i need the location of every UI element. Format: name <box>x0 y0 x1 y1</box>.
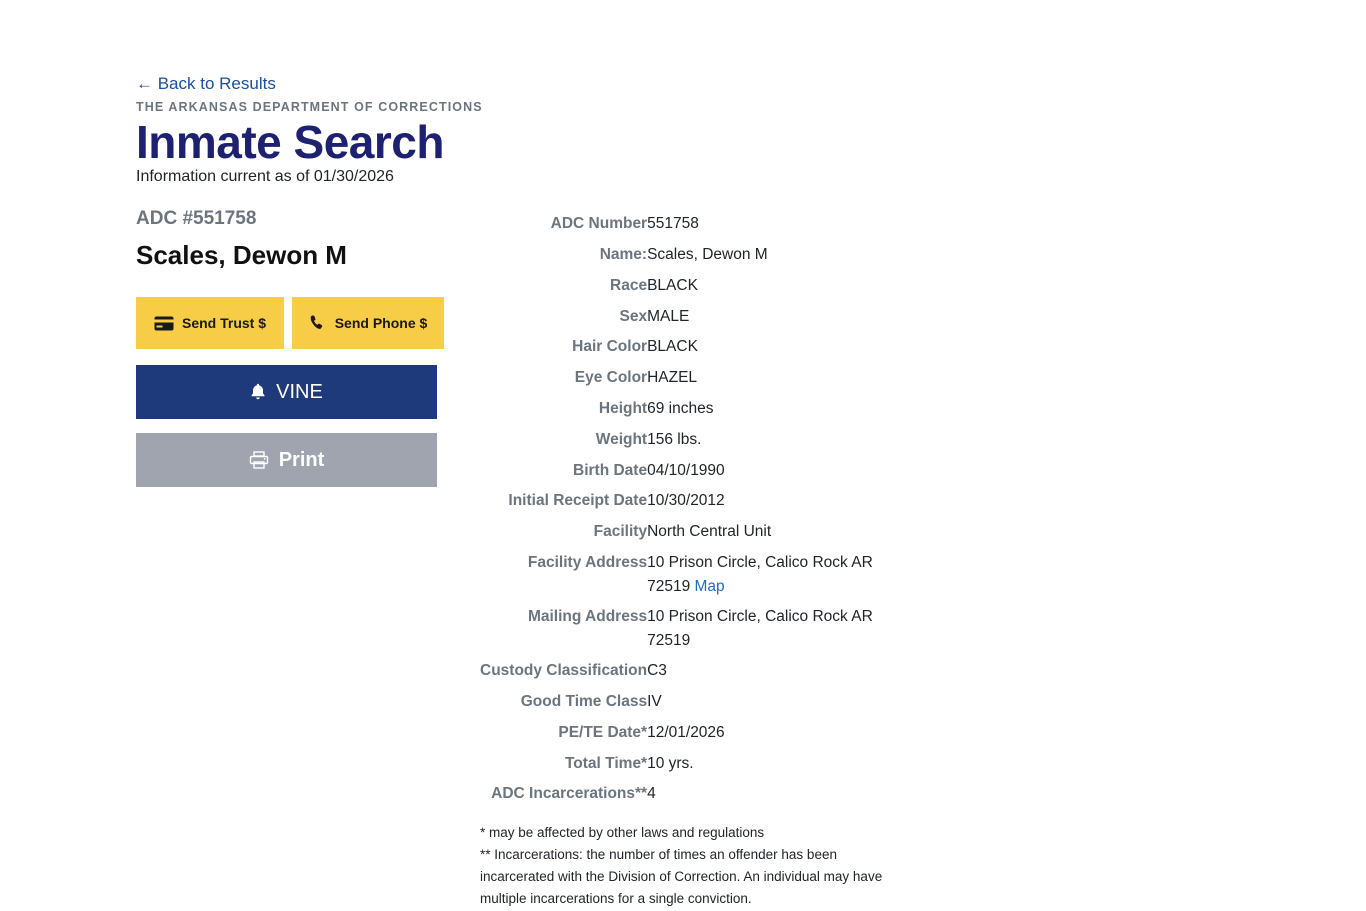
table-row <box>480 489 877 520</box>
print-button-label: Print <box>278 448 325 471</box>
detail-label: Hair Color <box>572 338 648 356</box>
detail-value: HAZEL <box>647 369 698 387</box>
detail-value: 10 Prison Circle, Calico Rock AR 72519 <box>647 608 873 650</box>
send-trust-money-label: Send Trust $ <box>181 315 267 332</box>
detail-layout <box>136 208 1236 911</box>
detail-label: Total Time* <box>564 754 648 772</box>
content-container <box>136 74 1236 911</box>
detail-label: ADC Incarcerations** <box>491 785 648 803</box>
detail-value: 4 <box>647 785 656 803</box>
send-trust-money-button[interactable] <box>136 297 284 349</box>
detail-value: North Central Unit <box>647 523 772 541</box>
table-row <box>480 305 877 336</box>
table-row <box>480 721 877 752</box>
table-row <box>480 243 877 274</box>
detail-label: Race <box>610 276 648 294</box>
detail-label: Mailing Address <box>527 608 648 626</box>
vine-button-label: VINE <box>276 380 323 403</box>
detail-value: BLACK <box>647 276 698 294</box>
detail-label: Name: <box>599 246 648 264</box>
vine-button[interactable] <box>136 365 437 419</box>
detail-value: 69 inches <box>647 400 714 418</box>
footnote-line: multiple incarcerations for a single conviction. <box>480 890 752 906</box>
table-row <box>480 782 877 813</box>
inmate-name-heading: Scales, Dewon M <box>136 240 347 271</box>
detail-label: Eye Color <box>574 369 648 387</box>
detail-value-facility-address <box>647 551 877 605</box>
table-row <box>480 659 877 690</box>
detail-label: Initial Receipt Date <box>508 492 648 510</box>
table-row <box>480 274 877 305</box>
detail-label: Birth Date <box>573 461 648 479</box>
table-row <box>480 551 877 605</box>
detail-label: Sex <box>619 307 648 325</box>
page-title: Inmate Search <box>136 116 444 168</box>
footnote-line: * may be affected by other laws and regulations <box>480 825 765 841</box>
detail-value: IV <box>647 692 662 710</box>
detail-value: 156 lbs. <box>647 430 702 448</box>
table-row <box>480 428 877 459</box>
detail-value: 551758 <box>647 215 699 233</box>
detail-label: PE/TE Date* <box>558 723 648 741</box>
bell-icon <box>250 383 266 401</box>
back-to-results-link[interactable]: ← Back to Results <box>136 74 276 93</box>
table-row <box>480 752 877 783</box>
detail-label: ADC Number <box>550 215 648 233</box>
right-column <box>466 208 1236 911</box>
detail-value: C3 <box>647 662 667 680</box>
money-button-row <box>136 297 466 349</box>
left-column <box>136 208 466 487</box>
table-row <box>480 335 877 366</box>
print-button[interactable] <box>136 433 437 487</box>
table-row <box>480 605 877 659</box>
detail-label: Height <box>598 400 648 418</box>
detail-value: MALE <box>647 307 690 325</box>
table-row <box>480 212 877 243</box>
facility-map-link[interactable]: Map <box>694 578 725 596</box>
table-row <box>480 690 877 721</box>
facility-address-text: 10 Prison Circle, Calico Rock AR 72519 <box>647 554 873 596</box>
detail-label: Facility <box>593 523 648 541</box>
credit-card-icon <box>154 316 174 331</box>
detail-label: Weight <box>595 430 648 448</box>
detail-label: Facility Address <box>527 554 648 572</box>
phone-icon <box>309 314 327 332</box>
current-as-of-text: Information current as of 01/30/2026 <box>136 168 394 186</box>
footnote-line: incarcerated with the Division of Correction. An individual may have <box>480 868 883 884</box>
adc-number-heading: ADC #551758 <box>136 208 257 230</box>
detail-value: Scales, Dewon M <box>647 246 768 264</box>
department-subtitle: THE ARKANSAS DEPARTMENT OF CORRECTIONS <box>136 100 483 114</box>
detail-label: Custody Classification <box>480 662 648 680</box>
detail-label: Good Time Class <box>520 692 648 710</box>
table-row <box>480 366 877 397</box>
send-phone-money-button[interactable] <box>292 297 444 349</box>
table-row <box>480 397 877 428</box>
detail-value: BLACK <box>647 338 698 356</box>
printer-icon <box>249 451 269 469</box>
detail-value: 10 yrs. <box>647 754 694 772</box>
detail-value: 04/10/1990 <box>647 461 725 479</box>
detail-value: 12/01/2026 <box>647 723 725 741</box>
table-row <box>480 459 877 490</box>
footnote-line: ** Incarcerations: the number of times an offender has been <box>480 847 837 863</box>
detail-value: 10/30/2012 <box>647 492 725 510</box>
send-phone-money-label: Send Phone $ <box>334 315 428 332</box>
inmate-detail-table <box>480 212 877 813</box>
footnotes <box>480 823 910 910</box>
table-row <box>480 520 877 551</box>
